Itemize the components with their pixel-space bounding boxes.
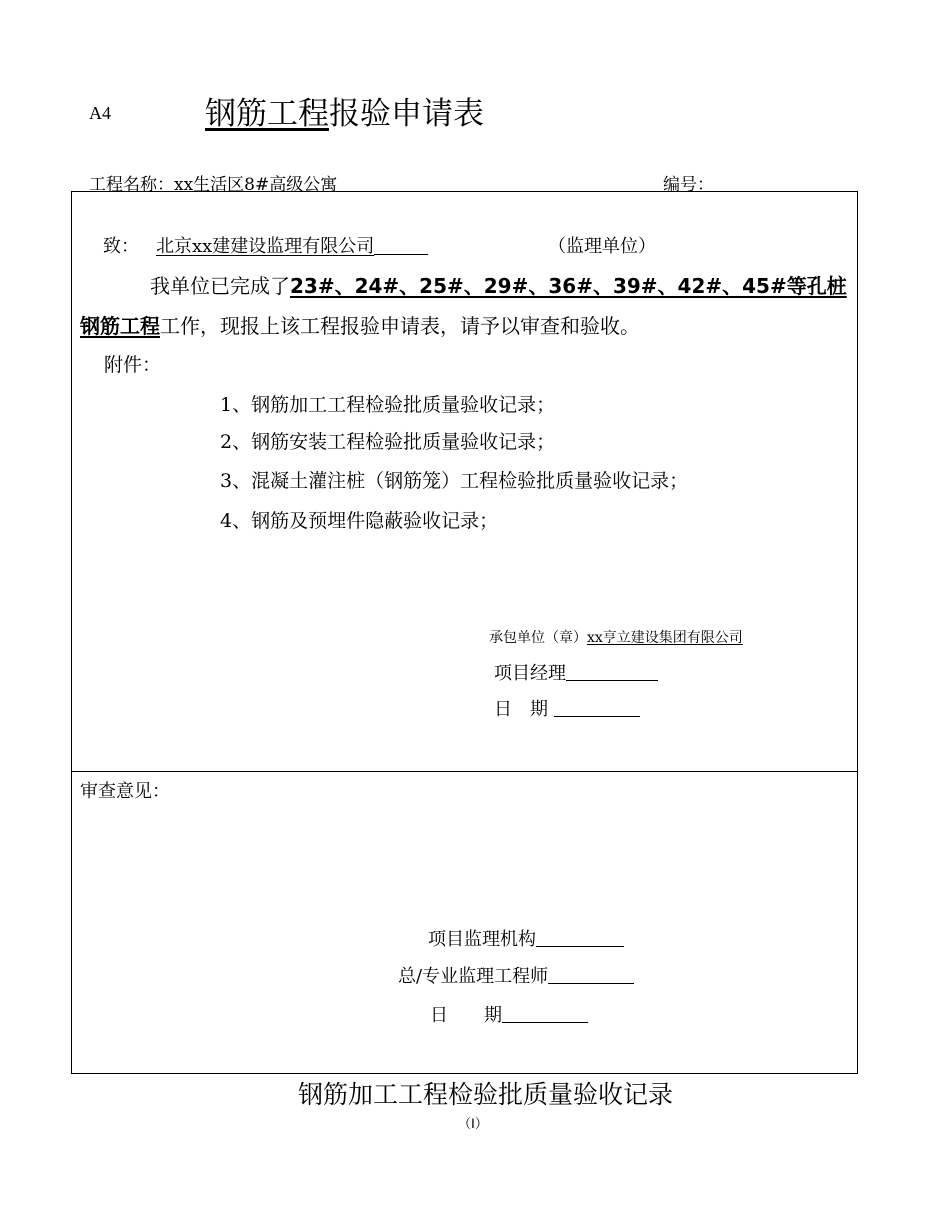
contractor-date-line [494,695,640,721]
review-opinion-label: 审查意见： [80,781,170,802]
supervising-engineer-label: 总/专业监理工程师 [398,966,549,987]
supervision-org-label: 项目监理机构 [428,929,536,950]
body-prefix: 我单位已完成了 [150,274,290,298]
form-title-underlined: 钢筋工程 [205,96,329,132]
supervision-org-line [428,925,624,951]
supervising-engineer-blank [548,982,634,984]
addressee-role: （监理单位） [548,236,656,257]
form-title-rest: 报验申请表 [329,96,484,132]
project-manager-line [494,659,658,685]
addressee-underline-gap [374,253,428,255]
next-form-title: 钢筋加工工程检验批质量验收记录 [298,1080,674,1109]
project-manager-label: 项目经理 [494,663,566,684]
review-date-blank [502,1021,588,1023]
project-name: 工程名称：xx生活区8#高级公寓 [89,175,338,195]
contractor-label: 承包单位（章） [489,630,587,646]
supervising-engineer-line [398,962,634,988]
pile-list: 23#、24#、25#、29#、36#、39#、42#、45#等孔桩 [290,274,847,298]
review-date-label: 日 期 [430,1005,502,1026]
supervision-org-blank [536,945,624,947]
attachment-item: 1、钢筋加工工程检验批质量验收记录； [220,394,556,416]
contractor-name: xx亨立建设集团有限公司 [587,630,743,646]
serial-number-label: 编号： [663,175,714,195]
addressee-label: 致： [103,236,139,257]
body-line-1 [150,270,847,299]
review-date-line [430,1001,588,1027]
attachments-label: 附件： [104,354,162,376]
attachment-item: 4、钢筋及预埋件隐蔽验收记录； [220,510,499,532]
attachment-item: 3、混凝土灌注桩（钢筋笼）工程检验批质量验收记录； [220,470,689,492]
addressee-unit-name: 北京xx建建设监理有限公司 [156,236,375,257]
body-line-2 [80,310,640,339]
contractor-date-blank [554,715,640,717]
form-code: A4 [89,103,111,123]
review-section [71,771,858,1074]
form-title [205,88,484,133]
contractor-line [489,627,743,647]
contractor-date-label: 日 期 [494,699,548,720]
attachment-item: 2、钢筋安装工程检验批质量验收记录； [220,431,556,453]
body-rest: 工作，现报上该工程报验申请表，请予以审查和验收。 [160,314,640,338]
work-type: 钢筋工程 [80,314,160,338]
next-form-subtitle: （Ⅰ） [458,1116,488,1131]
project-manager-signature-blank [566,679,658,681]
addressee-unit [156,232,428,258]
